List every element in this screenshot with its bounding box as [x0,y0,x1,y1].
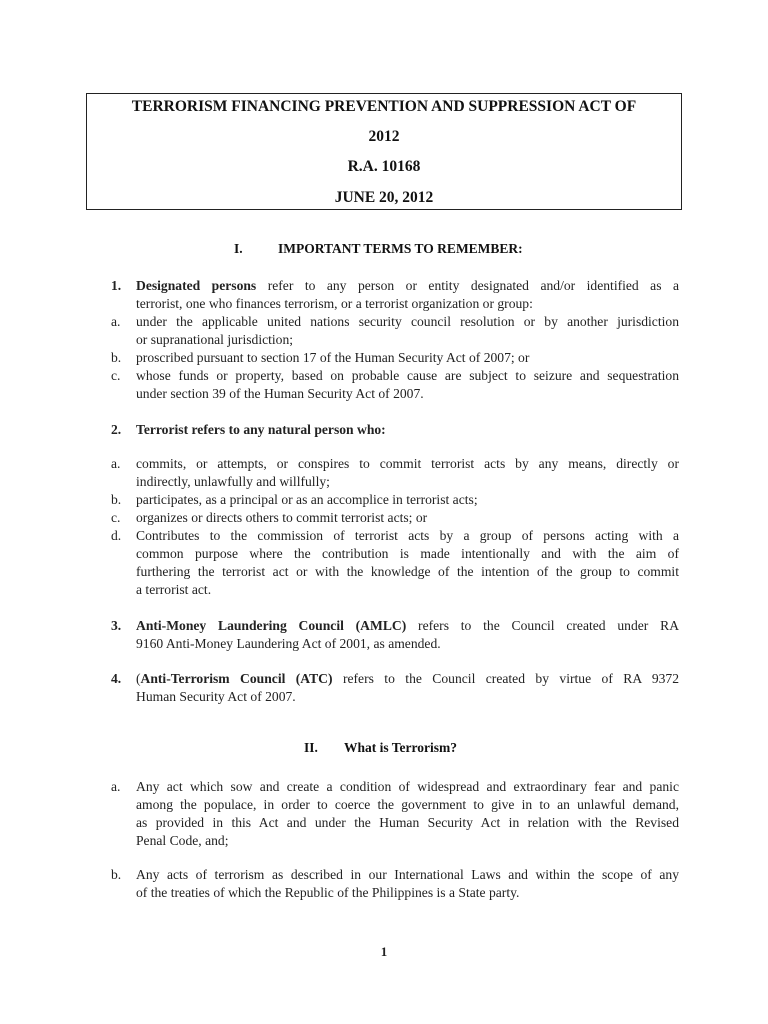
term-4-marker: 4. [111,671,122,686]
title-act-number: R.A. 10168 [347,158,421,175]
list-item-text: commits, or attempts, or conspires to commit terrorist acts by any means, directly or [136,456,679,471]
title-line-1: TERRORISM FINANCING PREVENTION AND SUPPRESSION ACT OF [131,98,637,115]
term-4-definition-cont: Human Security Act of 2007. [136,689,296,704]
list-item-text-cont: of the treaties of which the Republic of the Philippines is a State party. [136,885,520,900]
list-item-marker: c. [111,510,121,525]
term-2-marker: 2. [111,422,122,437]
section-1-title: IMPORTANT TERMS TO REMEMBER: [278,241,523,256]
list-item-text-cont: as provided in this Act and under the Human Security Act in relation with the Revised [136,815,679,830]
section-2-numeral: II. [304,740,318,755]
term-1-definition: refer to any person or entity designated and/or identified as a [267,278,680,293]
term-3-definition: refers to the Council created under RA [418,618,680,633]
term-4-open-paren: ( [136,671,141,686]
list-item-marker: b. [111,492,122,507]
section-2-title: What is Terrorism? [344,740,458,755]
page-number: 1 [380,944,388,959]
term-3-marker: 3. [111,618,122,633]
term-1-marker: 1. [111,278,122,293]
list-item-marker: d. [111,528,122,543]
list-item-marker: b. [111,867,122,882]
title-box [86,93,682,210]
list-item-text: Any acts of terrorism as described in our International Laws and within the scope of any [136,867,679,882]
term-1-definition-cont: terrorist, one who finances terrorism, or a terrorist organization or group: [136,296,533,311]
list-item-marker: c. [111,368,121,383]
section-1-heading [234,241,523,257]
list-item-marker: a. [111,779,121,794]
list-item-text-cont: under section 39 of the Human Security Act of 2007. [136,386,424,401]
term-1-name: Designated persons [136,278,257,293]
list-item-text: participates, as a principal or as an accomplice in terrorist acts; [136,492,478,507]
list-item-marker: a. [111,314,121,329]
list-item-marker: a. [111,456,121,471]
term-2-text: Terrorist refers to any natural person who: [136,422,386,437]
list-item-text: whose funds or property, based on probable cause are subject to seizure and sequestration [136,368,679,383]
list-item-text-cont: or supranational jurisdiction; [136,332,294,347]
list-item-text: Any act which sow and create a condition of widespread and extraordinary fear and panic [136,779,679,794]
term-4-name: Anti-Terrorism Council (ATC) [140,671,333,686]
list-item-text-cont: among the populace, in order to coerce the government to give in to an unlawful demand, [136,797,679,812]
list-item-text: under the applicable united nations security council resolution or by another jurisdiction [136,314,679,329]
list-item-text-cont: Penal Code, and; [136,833,229,848]
title-line-2: 2012 [368,128,400,145]
term-3-definition-cont: 9160 Anti-Money Laundering Act of 2001, as amended. [136,636,441,651]
list-item-text: Contributes to the commission of terrorist acts by a group of persons acting with a [136,528,679,543]
section-1-numeral: I. [234,241,243,256]
list-item-marker: b. [111,350,122,365]
list-item-text: proscribed pursuant to section 17 of the Human Security Act of 2007; or [136,350,530,365]
list-item-text-cont: furthering the terrorist act or with the knowledge of the intention of the group to commit [136,564,679,579]
list-item-text-cont: a terrorist act. [136,582,212,597]
term-4-definition: refers to the Council created by virtue of RA 9372 [342,671,680,686]
title-date: JUNE 20, 2012 [334,189,434,206]
list-item-text-cont: common purpose where the contribution is made intentionally and with the aim of [136,546,679,561]
list-item-text-cont: indirectly, unlawfully and willfully; [136,474,330,489]
section-2-heading [304,740,457,756]
term-3-name: Anti-Money Laundering Council (AMLC) [136,618,407,633]
list-item-text: organizes or directs others to commit terrorist acts; or [136,510,428,525]
